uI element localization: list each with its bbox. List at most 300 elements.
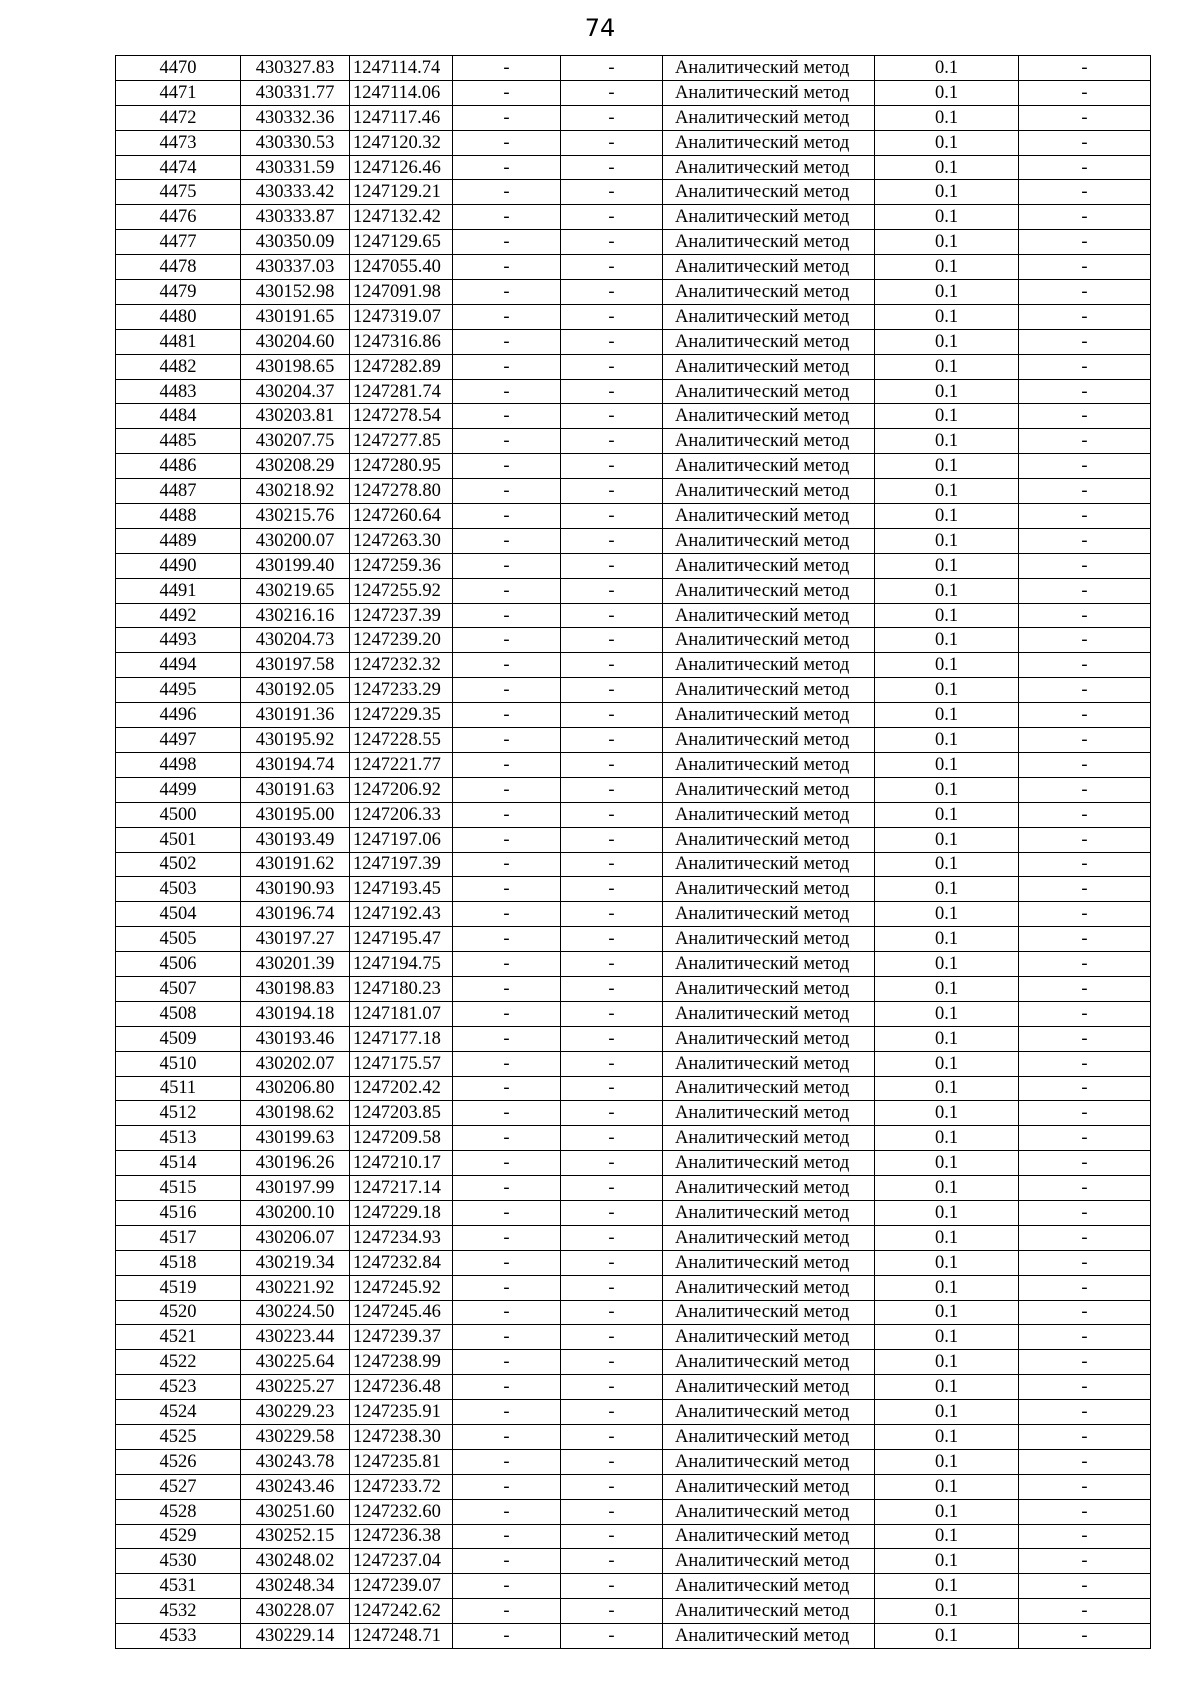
table-row	[116, 1076, 1151, 1101]
dash-cell: -	[561, 1126, 663, 1151]
accuracy-cell: 0.1	[875, 1275, 1019, 1300]
y-coordinate-cell: 1247206.33	[350, 802, 453, 827]
accuracy-cell: 0.1	[875, 827, 1019, 852]
dash-cell: -	[453, 752, 561, 777]
accuracy-cell: 0.1	[875, 80, 1019, 105]
table-row	[116, 827, 1151, 852]
x-coordinate-cell: 430191.62	[241, 852, 350, 877]
dash-cell: -	[1019, 1524, 1151, 1549]
dash-cell: -	[1019, 827, 1151, 852]
dash-cell: -	[453, 205, 561, 230]
y-coordinate-cell: 1247055.40	[350, 255, 453, 280]
point-number-cell: 4516	[116, 1200, 241, 1225]
accuracy-cell: 0.1	[875, 329, 1019, 354]
accuracy-cell: 0.1	[875, 902, 1019, 927]
y-coordinate-cell: 1247238.30	[350, 1424, 453, 1449]
dash-cell: -	[453, 1126, 561, 1151]
dash-cell: -	[453, 1051, 561, 1076]
y-coordinate-cell: 1247229.18	[350, 1200, 453, 1225]
x-coordinate-cell: 430193.46	[241, 1026, 350, 1051]
dash-cell: -	[561, 1375, 663, 1400]
y-coordinate-cell: 1247282.89	[350, 354, 453, 379]
x-coordinate-cell: 430198.65	[241, 354, 350, 379]
accuracy-cell: 0.1	[875, 1400, 1019, 1425]
dash-cell: -	[561, 354, 663, 379]
dash-cell: -	[453, 1151, 561, 1176]
point-number-cell: 4524	[116, 1400, 241, 1425]
point-number-cell: 4494	[116, 653, 241, 678]
dash-cell: -	[1019, 1424, 1151, 1449]
table-row	[116, 404, 1151, 429]
y-coordinate-cell: 1247132.42	[350, 205, 453, 230]
dash-cell: -	[453, 578, 561, 603]
accuracy-cell: 0.1	[875, 454, 1019, 479]
method-cell: Аналитический метод	[663, 728, 875, 753]
y-coordinate-cell: 1247233.29	[350, 678, 453, 703]
dash-cell: -	[1019, 678, 1151, 703]
point-number-cell: 4498	[116, 752, 241, 777]
y-coordinate-cell: 1247278.80	[350, 479, 453, 504]
y-coordinate-cell: 1247180.23	[350, 976, 453, 1001]
dash-cell: -	[561, 1225, 663, 1250]
method-cell: Аналитический метод	[663, 578, 875, 603]
dash-cell: -	[1019, 976, 1151, 1001]
dash-cell: -	[1019, 578, 1151, 603]
dash-cell: -	[561, 1574, 663, 1599]
table-row	[116, 1375, 1151, 1400]
y-coordinate-cell: 1247239.37	[350, 1325, 453, 1350]
dash-cell: -	[453, 1624, 561, 1649]
dash-cell: -	[1019, 902, 1151, 927]
table-row	[116, 553, 1151, 578]
table-row	[116, 902, 1151, 927]
table-row	[116, 1549, 1151, 1574]
dash-cell: -	[561, 902, 663, 927]
point-number-cell: 4523	[116, 1375, 241, 1400]
method-cell: Аналитический метод	[663, 1499, 875, 1524]
accuracy-cell: 0.1	[875, 1151, 1019, 1176]
dash-cell: -	[1019, 504, 1151, 529]
dash-cell: -	[453, 877, 561, 902]
x-coordinate-cell: 430225.64	[241, 1350, 350, 1375]
method-cell: Аналитический метод	[663, 1549, 875, 1574]
y-coordinate-cell: 1247192.43	[350, 902, 453, 927]
point-number-cell: 4470	[116, 56, 241, 81]
x-coordinate-cell: 430225.27	[241, 1375, 350, 1400]
method-cell: Аналитический метод	[663, 255, 875, 280]
point-number-cell: 4485	[116, 429, 241, 454]
method-cell: Аналитический метод	[663, 1375, 875, 1400]
point-number-cell: 4475	[116, 180, 241, 205]
method-cell: Аналитический метод	[663, 703, 875, 728]
point-number-cell: 4501	[116, 827, 241, 852]
dash-cell: -	[453, 454, 561, 479]
dash-cell: -	[1019, 80, 1151, 105]
x-coordinate-cell: 430204.60	[241, 329, 350, 354]
point-number-cell: 4481	[116, 329, 241, 354]
dash-cell: -	[561, 155, 663, 180]
y-coordinate-cell: 1247234.93	[350, 1225, 453, 1250]
accuracy-cell: 0.1	[875, 703, 1019, 728]
dash-cell: -	[453, 1474, 561, 1499]
y-coordinate-cell: 1247228.55	[350, 728, 453, 753]
dash-cell: -	[1019, 479, 1151, 504]
point-number-cell: 4503	[116, 877, 241, 902]
table-row	[116, 230, 1151, 255]
dash-cell: -	[1019, 1225, 1151, 1250]
accuracy-cell: 0.1	[875, 777, 1019, 802]
method-cell: Аналитический метод	[663, 902, 875, 927]
method-cell: Аналитический метод	[663, 56, 875, 81]
method-cell: Аналитический метод	[663, 553, 875, 578]
dash-cell: -	[453, 479, 561, 504]
method-cell: Аналитический метод	[663, 504, 875, 529]
dash-cell: -	[561, 329, 663, 354]
y-coordinate-cell: 1247319.07	[350, 304, 453, 329]
y-coordinate-cell: 1247202.42	[350, 1076, 453, 1101]
table-row	[116, 1300, 1151, 1325]
table-body	[116, 56, 1151, 1649]
method-cell: Аналитический метод	[663, 1449, 875, 1474]
x-coordinate-cell: 430197.99	[241, 1176, 350, 1201]
dash-cell: -	[453, 1300, 561, 1325]
dash-cell: -	[1019, 1325, 1151, 1350]
point-number-cell: 4520	[116, 1300, 241, 1325]
accuracy-cell: 0.1	[875, 354, 1019, 379]
dash-cell: -	[561, 1424, 663, 1449]
point-number-cell: 4526	[116, 1449, 241, 1474]
method-cell: Аналитический метод	[663, 379, 875, 404]
table-row	[116, 1200, 1151, 1225]
table-row	[116, 379, 1151, 404]
accuracy-cell: 0.1	[875, 1499, 1019, 1524]
dash-cell: -	[453, 379, 561, 404]
dash-cell: -	[453, 678, 561, 703]
dash-cell: -	[1019, 304, 1151, 329]
x-coordinate-cell: 430204.37	[241, 379, 350, 404]
dash-cell: -	[561, 1325, 663, 1350]
accuracy-cell: 0.1	[875, 1101, 1019, 1126]
y-coordinate-cell: 1247181.07	[350, 1001, 453, 1026]
accuracy-cell: 0.1	[875, 1176, 1019, 1201]
point-number-cell: 4517	[116, 1225, 241, 1250]
accuracy-cell: 0.1	[875, 678, 1019, 703]
accuracy-cell: 0.1	[875, 1126, 1019, 1151]
accuracy-cell: 0.1	[875, 1624, 1019, 1649]
y-coordinate-cell: 1247255.92	[350, 578, 453, 603]
y-coordinate-cell: 1247236.38	[350, 1524, 453, 1549]
table-row	[116, 56, 1151, 81]
dash-cell: -	[453, 728, 561, 753]
table-row	[116, 802, 1151, 827]
method-cell: Аналитический метод	[663, 230, 875, 255]
dash-cell: -	[453, 404, 561, 429]
y-coordinate-cell: 1247206.92	[350, 777, 453, 802]
x-coordinate-cell: 430331.59	[241, 155, 350, 180]
dash-cell: -	[453, 1325, 561, 1350]
accuracy-cell: 0.1	[875, 1076, 1019, 1101]
dash-cell: -	[453, 852, 561, 877]
dash-cell: -	[453, 155, 561, 180]
dash-cell: -	[453, 603, 561, 628]
y-coordinate-cell: 1247194.75	[350, 952, 453, 977]
point-number-cell: 4471	[116, 80, 241, 105]
point-number-cell: 4486	[116, 454, 241, 479]
x-coordinate-cell: 430195.92	[241, 728, 350, 753]
dash-cell: -	[1019, 1350, 1151, 1375]
y-coordinate-cell: 1247114.74	[350, 56, 453, 81]
dash-cell: -	[453, 1225, 561, 1250]
x-coordinate-cell: 430190.93	[241, 877, 350, 902]
dash-cell: -	[1019, 1101, 1151, 1126]
dash-cell: -	[1019, 1126, 1151, 1151]
accuracy-cell: 0.1	[875, 1225, 1019, 1250]
x-coordinate-cell: 430199.40	[241, 553, 350, 578]
table-row	[116, 180, 1151, 205]
point-number-cell: 4528	[116, 1499, 241, 1524]
dash-cell: -	[561, 454, 663, 479]
accuracy-cell: 0.1	[875, 728, 1019, 753]
y-coordinate-cell: 1247232.84	[350, 1250, 453, 1275]
method-cell: Аналитический метод	[663, 1350, 875, 1375]
dash-cell: -	[1019, 802, 1151, 827]
dash-cell: -	[1019, 877, 1151, 902]
y-coordinate-cell: 1247242.62	[350, 1599, 453, 1624]
y-coordinate-cell: 1247195.47	[350, 927, 453, 952]
point-number-cell: 4483	[116, 379, 241, 404]
method-cell: Аналитический метод	[663, 852, 875, 877]
method-cell: Аналитический метод	[663, 777, 875, 802]
table-row	[116, 728, 1151, 753]
table-row	[116, 1275, 1151, 1300]
x-coordinate-cell: 430208.29	[241, 454, 350, 479]
y-coordinate-cell: 1247237.04	[350, 1549, 453, 1574]
dash-cell: -	[561, 1151, 663, 1176]
accuracy-cell: 0.1	[875, 180, 1019, 205]
x-coordinate-cell: 430194.18	[241, 1001, 350, 1026]
dash-cell: -	[561, 802, 663, 827]
dash-cell: -	[561, 1275, 663, 1300]
accuracy-cell: 0.1	[875, 1250, 1019, 1275]
method-cell: Аналитический метод	[663, 976, 875, 1001]
dash-cell: -	[561, 603, 663, 628]
dash-cell: -	[561, 255, 663, 280]
y-coordinate-cell: 1247217.14	[350, 1176, 453, 1201]
y-coordinate-cell: 1247091.98	[350, 280, 453, 305]
accuracy-cell: 0.1	[875, 1350, 1019, 1375]
x-coordinate-cell: 430197.58	[241, 653, 350, 678]
x-coordinate-cell: 430229.23	[241, 1400, 350, 1425]
y-coordinate-cell: 1247232.60	[350, 1499, 453, 1524]
dash-cell: -	[561, 1101, 663, 1126]
accuracy-cell: 0.1	[875, 1051, 1019, 1076]
point-number-cell: 4491	[116, 578, 241, 603]
dash-cell: -	[453, 56, 561, 81]
table-row	[116, 354, 1151, 379]
point-number-cell: 4477	[116, 230, 241, 255]
y-coordinate-cell: 1247239.20	[350, 628, 453, 653]
dash-cell: -	[453, 553, 561, 578]
y-coordinate-cell: 1247233.72	[350, 1474, 453, 1499]
x-coordinate-cell: 430243.46	[241, 1474, 350, 1499]
method-cell: Аналитический метод	[663, 1101, 875, 1126]
dash-cell: -	[453, 1250, 561, 1275]
point-number-cell: 4514	[116, 1151, 241, 1176]
method-cell: Аналитический метод	[663, 1225, 875, 1250]
table-row	[116, 1051, 1151, 1076]
method-cell: Аналитический метод	[663, 1126, 875, 1151]
dash-cell: -	[561, 1076, 663, 1101]
dash-cell: -	[1019, 1001, 1151, 1026]
table-row	[116, 1624, 1151, 1649]
y-coordinate-cell: 1247239.07	[350, 1574, 453, 1599]
dash-cell: -	[1019, 205, 1151, 230]
dash-cell: -	[453, 105, 561, 130]
dash-cell: -	[561, 1176, 663, 1201]
point-number-cell: 4507	[116, 976, 241, 1001]
dash-cell: -	[1019, 1250, 1151, 1275]
table-row	[116, 130, 1151, 155]
point-number-cell: 4509	[116, 1026, 241, 1051]
table-row	[116, 1449, 1151, 1474]
x-coordinate-cell: 430204.73	[241, 628, 350, 653]
dash-cell: -	[1019, 752, 1151, 777]
dash-cell: -	[1019, 354, 1151, 379]
method-cell: Аналитический метод	[663, 180, 875, 205]
accuracy-cell: 0.1	[875, 802, 1019, 827]
table-row	[116, 1599, 1151, 1624]
accuracy-cell: 0.1	[875, 976, 1019, 1001]
accuracy-cell: 0.1	[875, 255, 1019, 280]
dash-cell: -	[453, 927, 561, 952]
accuracy-cell: 0.1	[875, 379, 1019, 404]
dash-cell: -	[1019, 105, 1151, 130]
x-coordinate-cell: 430200.07	[241, 528, 350, 553]
accuracy-cell: 0.1	[875, 1599, 1019, 1624]
table-row	[116, 329, 1151, 354]
dash-cell: -	[1019, 653, 1151, 678]
dash-cell: -	[453, 230, 561, 255]
x-coordinate-cell: 430194.74	[241, 752, 350, 777]
method-cell: Аналитический метод	[663, 354, 875, 379]
method-cell: Аналитический метод	[663, 205, 875, 230]
x-coordinate-cell: 430333.87	[241, 205, 350, 230]
table-row	[116, 752, 1151, 777]
dash-cell: -	[1019, 1026, 1151, 1051]
dash-cell: -	[561, 230, 663, 255]
dash-cell: -	[1019, 852, 1151, 877]
dash-cell: -	[453, 1176, 561, 1201]
dash-cell: -	[453, 777, 561, 802]
y-coordinate-cell: 1247235.81	[350, 1449, 453, 1474]
accuracy-cell: 0.1	[875, 528, 1019, 553]
point-number-cell: 4532	[116, 1599, 241, 1624]
y-coordinate-cell: 1247120.32	[350, 130, 453, 155]
accuracy-cell: 0.1	[875, 230, 1019, 255]
x-coordinate-cell: 430331.77	[241, 80, 350, 105]
coordinates-table	[115, 55, 1151, 1649]
x-coordinate-cell: 430251.60	[241, 1499, 350, 1524]
dash-cell: -	[1019, 603, 1151, 628]
accuracy-cell: 0.1	[875, 1474, 1019, 1499]
dash-cell: -	[561, 628, 663, 653]
table-row	[116, 703, 1151, 728]
y-coordinate-cell: 1247238.99	[350, 1350, 453, 1375]
method-cell: Аналитический метод	[663, 454, 875, 479]
dash-cell: -	[1019, 180, 1151, 205]
dash-cell: -	[561, 1051, 663, 1076]
dash-cell: -	[561, 1474, 663, 1499]
x-coordinate-cell: 430195.00	[241, 802, 350, 827]
accuracy-cell: 0.1	[875, 653, 1019, 678]
point-number-cell: 4472	[116, 105, 241, 130]
dash-cell: -	[561, 827, 663, 852]
table-row	[116, 1225, 1151, 1250]
dash-cell: -	[453, 1499, 561, 1524]
table-row	[116, 976, 1151, 1001]
point-number-cell: 4495	[116, 678, 241, 703]
method-cell: Аналитический метод	[663, 1026, 875, 1051]
point-number-cell: 4502	[116, 852, 241, 877]
table-row	[116, 1499, 1151, 1524]
method-cell: Аналитический метод	[663, 1524, 875, 1549]
dash-cell: -	[561, 56, 663, 81]
y-coordinate-cell: 1247245.92	[350, 1275, 453, 1300]
table-row	[116, 280, 1151, 305]
dash-cell: -	[561, 304, 663, 329]
dash-cell: -	[561, 1449, 663, 1474]
table-row	[116, 205, 1151, 230]
accuracy-cell: 0.1	[875, 504, 1019, 529]
point-number-cell: 4488	[116, 504, 241, 529]
method-cell: Аналитический метод	[663, 1325, 875, 1350]
table-row	[116, 1026, 1151, 1051]
table-row	[116, 479, 1151, 504]
y-coordinate-cell: 1247278.54	[350, 404, 453, 429]
accuracy-cell: 0.1	[875, 1300, 1019, 1325]
point-number-cell: 4479	[116, 280, 241, 305]
dash-cell: -	[453, 802, 561, 827]
dash-cell: -	[453, 1275, 561, 1300]
y-coordinate-cell: 1247114.06	[350, 80, 453, 105]
x-coordinate-cell: 430201.39	[241, 952, 350, 977]
dash-cell: -	[453, 255, 561, 280]
x-coordinate-cell: 430200.10	[241, 1200, 350, 1225]
accuracy-cell: 0.1	[875, 1524, 1019, 1549]
dash-cell: -	[453, 1001, 561, 1026]
dash-cell: -	[453, 80, 561, 105]
dash-cell: -	[561, 80, 663, 105]
x-coordinate-cell: 430327.83	[241, 56, 350, 81]
table-row	[116, 1325, 1151, 1350]
dash-cell: -	[1019, 230, 1151, 255]
dash-cell: -	[561, 1001, 663, 1026]
table-row	[116, 1126, 1151, 1151]
y-coordinate-cell: 1247129.21	[350, 180, 453, 205]
accuracy-cell: 0.1	[875, 578, 1019, 603]
method-cell: Аналитический метод	[663, 1001, 875, 1026]
y-coordinate-cell: 1247129.65	[350, 230, 453, 255]
x-coordinate-cell: 430248.02	[241, 1549, 350, 1574]
dash-cell: -	[453, 504, 561, 529]
point-number-cell: 4487	[116, 479, 241, 504]
table-row	[116, 877, 1151, 902]
dash-cell: -	[1019, 1200, 1151, 1225]
dash-cell: -	[1019, 454, 1151, 479]
table-row	[116, 155, 1151, 180]
y-coordinate-cell: 1247197.06	[350, 827, 453, 852]
dash-cell: -	[561, 578, 663, 603]
